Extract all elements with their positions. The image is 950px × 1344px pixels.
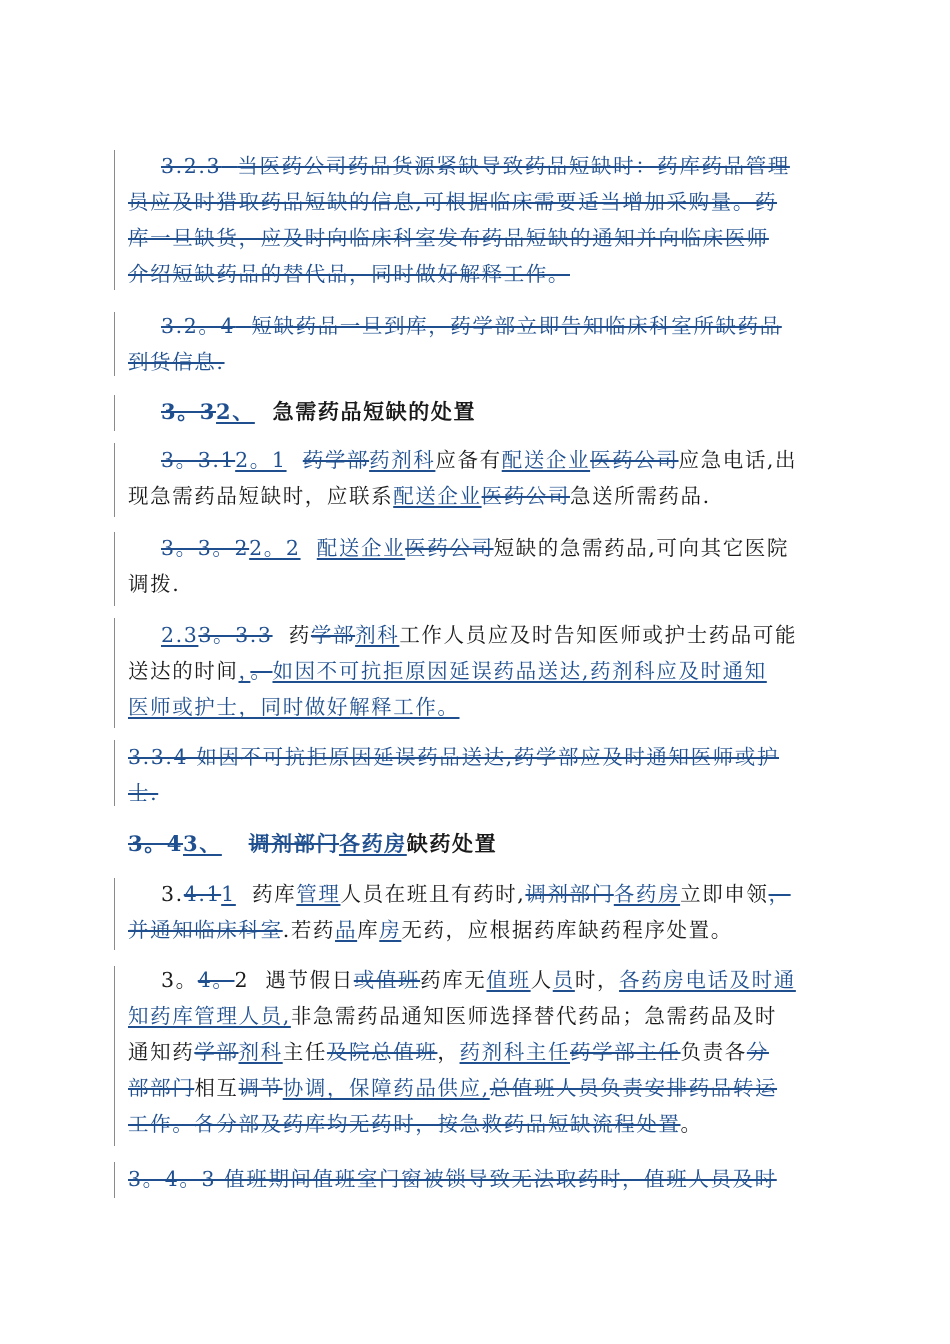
- inserted-text: 医师或护士，同时做好解释工作。: [128, 695, 460, 719]
- deleted-text: 医药公司: [405, 536, 494, 560]
- inserted-text: 各药房: [338, 831, 407, 856]
- inserted-text: 各药房: [613, 882, 681, 906]
- inserted-text: 配送企业: [501, 448, 591, 472]
- deleted-text: 3。4。3 值班期间值班室门窗被锁导致无法取药时，值班人员及时: [128, 1167, 777, 1191]
- clause-number: 3.2.3: [161, 154, 222, 178]
- deleted-text: 库一旦缺货，应及时向临床科室发布药品短缺的通知并向临床医师: [128, 226, 769, 250]
- change-bar: [114, 1162, 115, 1198]
- deleted-text: 药学部: [302, 448, 370, 472]
- change-bar: [114, 618, 115, 728]
- deleted-number: 4.1: [183, 882, 222, 906]
- inserted-number: 3、: [183, 831, 222, 856]
- inserted-text: 各药房电话及时通: [619, 968, 796, 992]
- change-bar: [114, 532, 115, 606]
- section-heading-pharmacy: [128, 826, 840, 862]
- paragraph-3-3-4: [128, 739, 840, 811]
- body-text: 库: [357, 918, 380, 942]
- section-heading-urgent: [128, 394, 840, 430]
- deleted-text: 短缺药品一旦到库，药学部立即告知临床科室所缺药品: [251, 314, 782, 338]
- body-text: 药库: [252, 882, 297, 906]
- body-text: 人员在班且有药时,: [340, 882, 526, 906]
- deleted-number: 3。3: [161, 399, 217, 424]
- deleted-text: ，: [768, 882, 791, 906]
- inserted-text: 剂科: [355, 623, 400, 647]
- body-text: 调拨.: [128, 572, 181, 596]
- inserted-text: 剂科: [238, 1040, 283, 1064]
- deleted-text: 及院总值班: [326, 1040, 438, 1064]
- deleted-text: 学部: [310, 623, 356, 647]
- inserted-text: 药剂科: [369, 448, 436, 472]
- deleted-text: 员应及时猎取药品短缺的信息,可根据临床需要适当增加采购量。药: [128, 190, 778, 214]
- body-text: 负责各: [680, 1040, 747, 1064]
- deleted-number: 4。: [197, 968, 235, 992]
- paragraph-3-1: [128, 876, 840, 948]
- clause-number: 3.2。4: [161, 314, 236, 338]
- deleted-text: 医药公司: [481, 484, 571, 508]
- body-text: ，: [437, 1040, 460, 1064]
- inserted-number: 1: [221, 882, 236, 906]
- inserted-text: 配送企业: [316, 536, 406, 560]
- body-text: 无药，应根据药库缺药程序处置。: [401, 918, 733, 942]
- inserted-text: 知药库管理人员,: [128, 1004, 291, 1028]
- heading-title: 急需药品短缺的处置: [272, 399, 477, 424]
- change-bar: [114, 878, 115, 950]
- deleted-text: 调剂部门: [525, 882, 614, 906]
- body-text: 时，: [574, 968, 620, 992]
- inserted-text: 药剂科主任: [459, 1040, 571, 1064]
- paragraph-2-2: [128, 530, 840, 602]
- deleted-text: 总值班人员负责安排药品转运: [489, 1076, 778, 1100]
- body-text: 现急需药品短缺时，应联系: [128, 484, 394, 508]
- change-bar: [114, 443, 115, 517]
- body-text: 立即申领: [680, 882, 769, 906]
- inserted-text: 配送企业: [393, 484, 482, 508]
- inserted-text: 品: [335, 918, 358, 942]
- body-text: 送达的时间: [128, 659, 239, 683]
- paragraph-3-4-3: [128, 1161, 840, 1197]
- deleted-number: 3。4: [128, 831, 184, 856]
- deleted-text: 分: [746, 1040, 769, 1064]
- deleted-number: 3。3.3: [198, 623, 273, 647]
- paragraph-3-2: [128, 962, 840, 1142]
- clause-number: 3。: [161, 968, 198, 992]
- change-bar: [114, 312, 115, 376]
- body-text: 相互: [194, 1076, 239, 1100]
- inserted-number: 2。2: [249, 536, 301, 560]
- deleted-text: 3.3.4 如因不可抗拒原因延误药品送达,药学部应及时通知医师或护: [128, 745, 779, 769]
- deleted-number: 3。3。2: [161, 536, 250, 560]
- body-text: .若药: [282, 918, 336, 942]
- deleted-text: 当医药公司药品货源紧缺导致药品短缺时：药库药品管理: [237, 154, 790, 178]
- deleted-number: 3。3.1: [161, 448, 236, 472]
- change-bar: [114, 966, 115, 1146]
- deleted-text: 工作。各分部及药库均无药时，按急救药品短缺流程处置: [128, 1112, 681, 1136]
- body-text: 应急电话,出: [678, 448, 798, 472]
- paragraph-3-2-3: [128, 148, 840, 292]
- clause-number: 2: [234, 968, 250, 992]
- body-text: 主任: [282, 1040, 327, 1064]
- body-text: 。: [680, 1112, 703, 1136]
- body-text: 药: [288, 623, 311, 647]
- inserted-number: 2、: [216, 399, 255, 424]
- body-text: 非急需药品通知医师选择替代药品；急需药品及时: [290, 1004, 778, 1028]
- paragraph-3-2-4: [128, 308, 840, 380]
- inserted-text: 协调，保障药品供应,: [282, 1076, 490, 1100]
- deleted-text: 到货信息.: [128, 350, 225, 374]
- inserted-number: 2.3: [161, 623, 199, 647]
- body-text: 应备有: [435, 448, 502, 472]
- body-text: 人: [530, 968, 553, 992]
- change-bar: [114, 740, 115, 806]
- deleted-text: 士.: [128, 781, 159, 805]
- deleted-text: 或值班: [353, 968, 421, 992]
- change-bar: [114, 395, 115, 431]
- deleted-text: 医药公司: [590, 448, 679, 472]
- body-text: 工作人员应及时告知医师或护士药品可能: [399, 623, 798, 647]
- change-bar: [114, 150, 115, 290]
- inserted-number: 2。1: [235, 448, 287, 472]
- paragraph-2-1: [128, 442, 840, 514]
- deleted-text: 药学部主任: [570, 1040, 681, 1064]
- deleted-text: 调节: [238, 1076, 283, 1100]
- inserted-text: ，: [238, 659, 251, 683]
- deleted-text: 部部门: [128, 1076, 195, 1100]
- clause-number: 3.: [161, 882, 184, 906]
- deleted-text: 调剂部门: [248, 831, 339, 856]
- deleted-text: 。: [250, 659, 273, 683]
- inserted-text: 如因不可抗拒原因延误药品送达,药剂科应及时通知: [272, 659, 767, 683]
- deleted-text: 介绍短缺药品的替代品，同时做好解释工作。: [128, 262, 570, 286]
- inserted-text: 员: [552, 968, 575, 992]
- inserted-text: 房: [379, 918, 402, 942]
- inserted-text: 管理: [296, 882, 341, 906]
- body-text: 短缺的急需药品,可向其它医院: [493, 536, 789, 560]
- body-text: 药库无: [420, 968, 487, 992]
- heading-title: 缺药处置: [406, 831, 498, 856]
- deleted-text: 学部: [194, 1040, 239, 1064]
- inserted-text: 值班: [486, 968, 531, 992]
- deleted-text: 并通知临床科室: [128, 918, 283, 942]
- body-text: 通知药: [128, 1040, 195, 1064]
- body-text: 急送所需药品.: [570, 484, 711, 508]
- paragraph-2-3: [128, 617, 840, 725]
- body-text: 遇节假日: [265, 968, 354, 992]
